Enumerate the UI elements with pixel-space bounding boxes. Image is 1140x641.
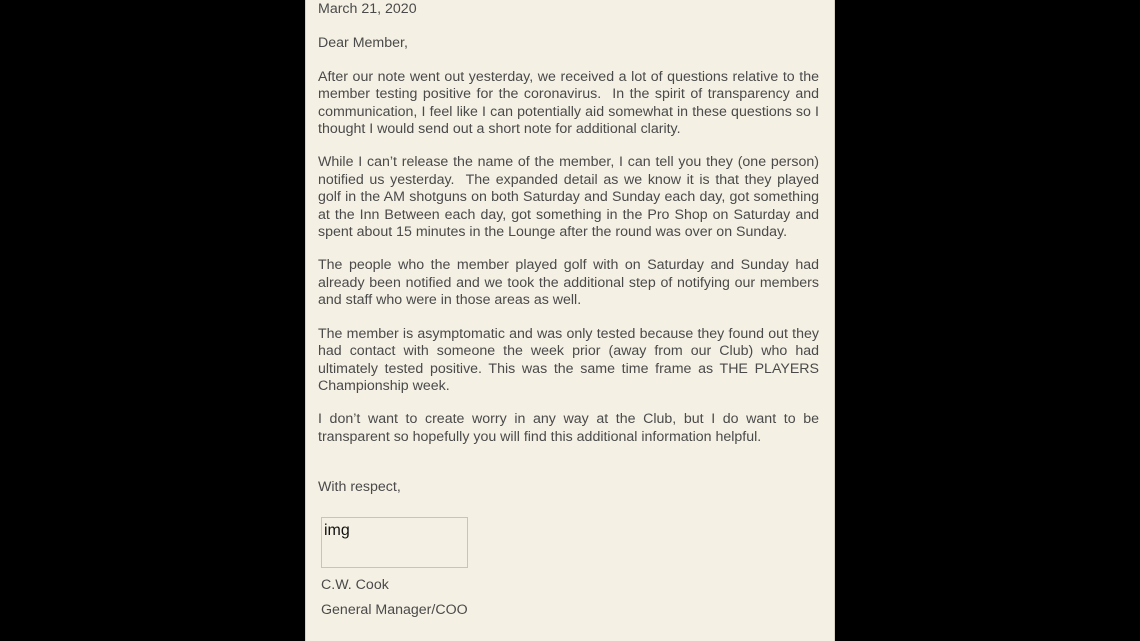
paragraph-5: I don’t want to create worry in any way at the Club, but I do want to be transparent so hopefully you will find this additional information helpful. — [318, 411, 823, 445]
letter-body — [318, 0, 823, 497]
salutation: Dear Member, — [318, 35, 408, 52]
paragraph-2: While I can’t release the name of the member, I can tell you they (one person) notified us yesterday. The expanded detail as we know it is that they played golf in the AM shotguns on both Saturday and Sunday each day, got something at the Inn Between each day, got something in the Pro Shop on Saturday and spent about 15 minutes in the Lounge after the round was over on Sunday. — [318, 154, 823, 241]
paragraph-3: The people who the member played golf with on Saturday and Sunday had already been notified and we took the additional step of notifying our members and staff who were in those areas as well. — [318, 257, 823, 309]
closing: With respect, — [318, 479, 401, 496]
signer-name: C.W. Cook — [321, 577, 389, 593]
signer-title: General Manager/COO — [321, 602, 468, 618]
paragraph-1: After our note went out yesterday, we received a lot of questions relative to the member testing positive for the coronavirus. In the spirit of transparency and communication, I feel like I can potentially aid somewhat in these questions so I thought I would send out a short note for additional clarity. — [318, 68, 823, 138]
paragraph-4: The member is asymptomatic and was only tested because they found out they had contact with someone the week prior (away from our Club) who had ultimately tested positive. This was the same time frame as THE PLAYERS Championship week. — [318, 325, 823, 394]
letter-page — [305, 0, 835, 641]
letter-date: March 21, 2020 — [318, 1, 417, 17]
signature-image-placeholder: img — [321, 517, 468, 568]
